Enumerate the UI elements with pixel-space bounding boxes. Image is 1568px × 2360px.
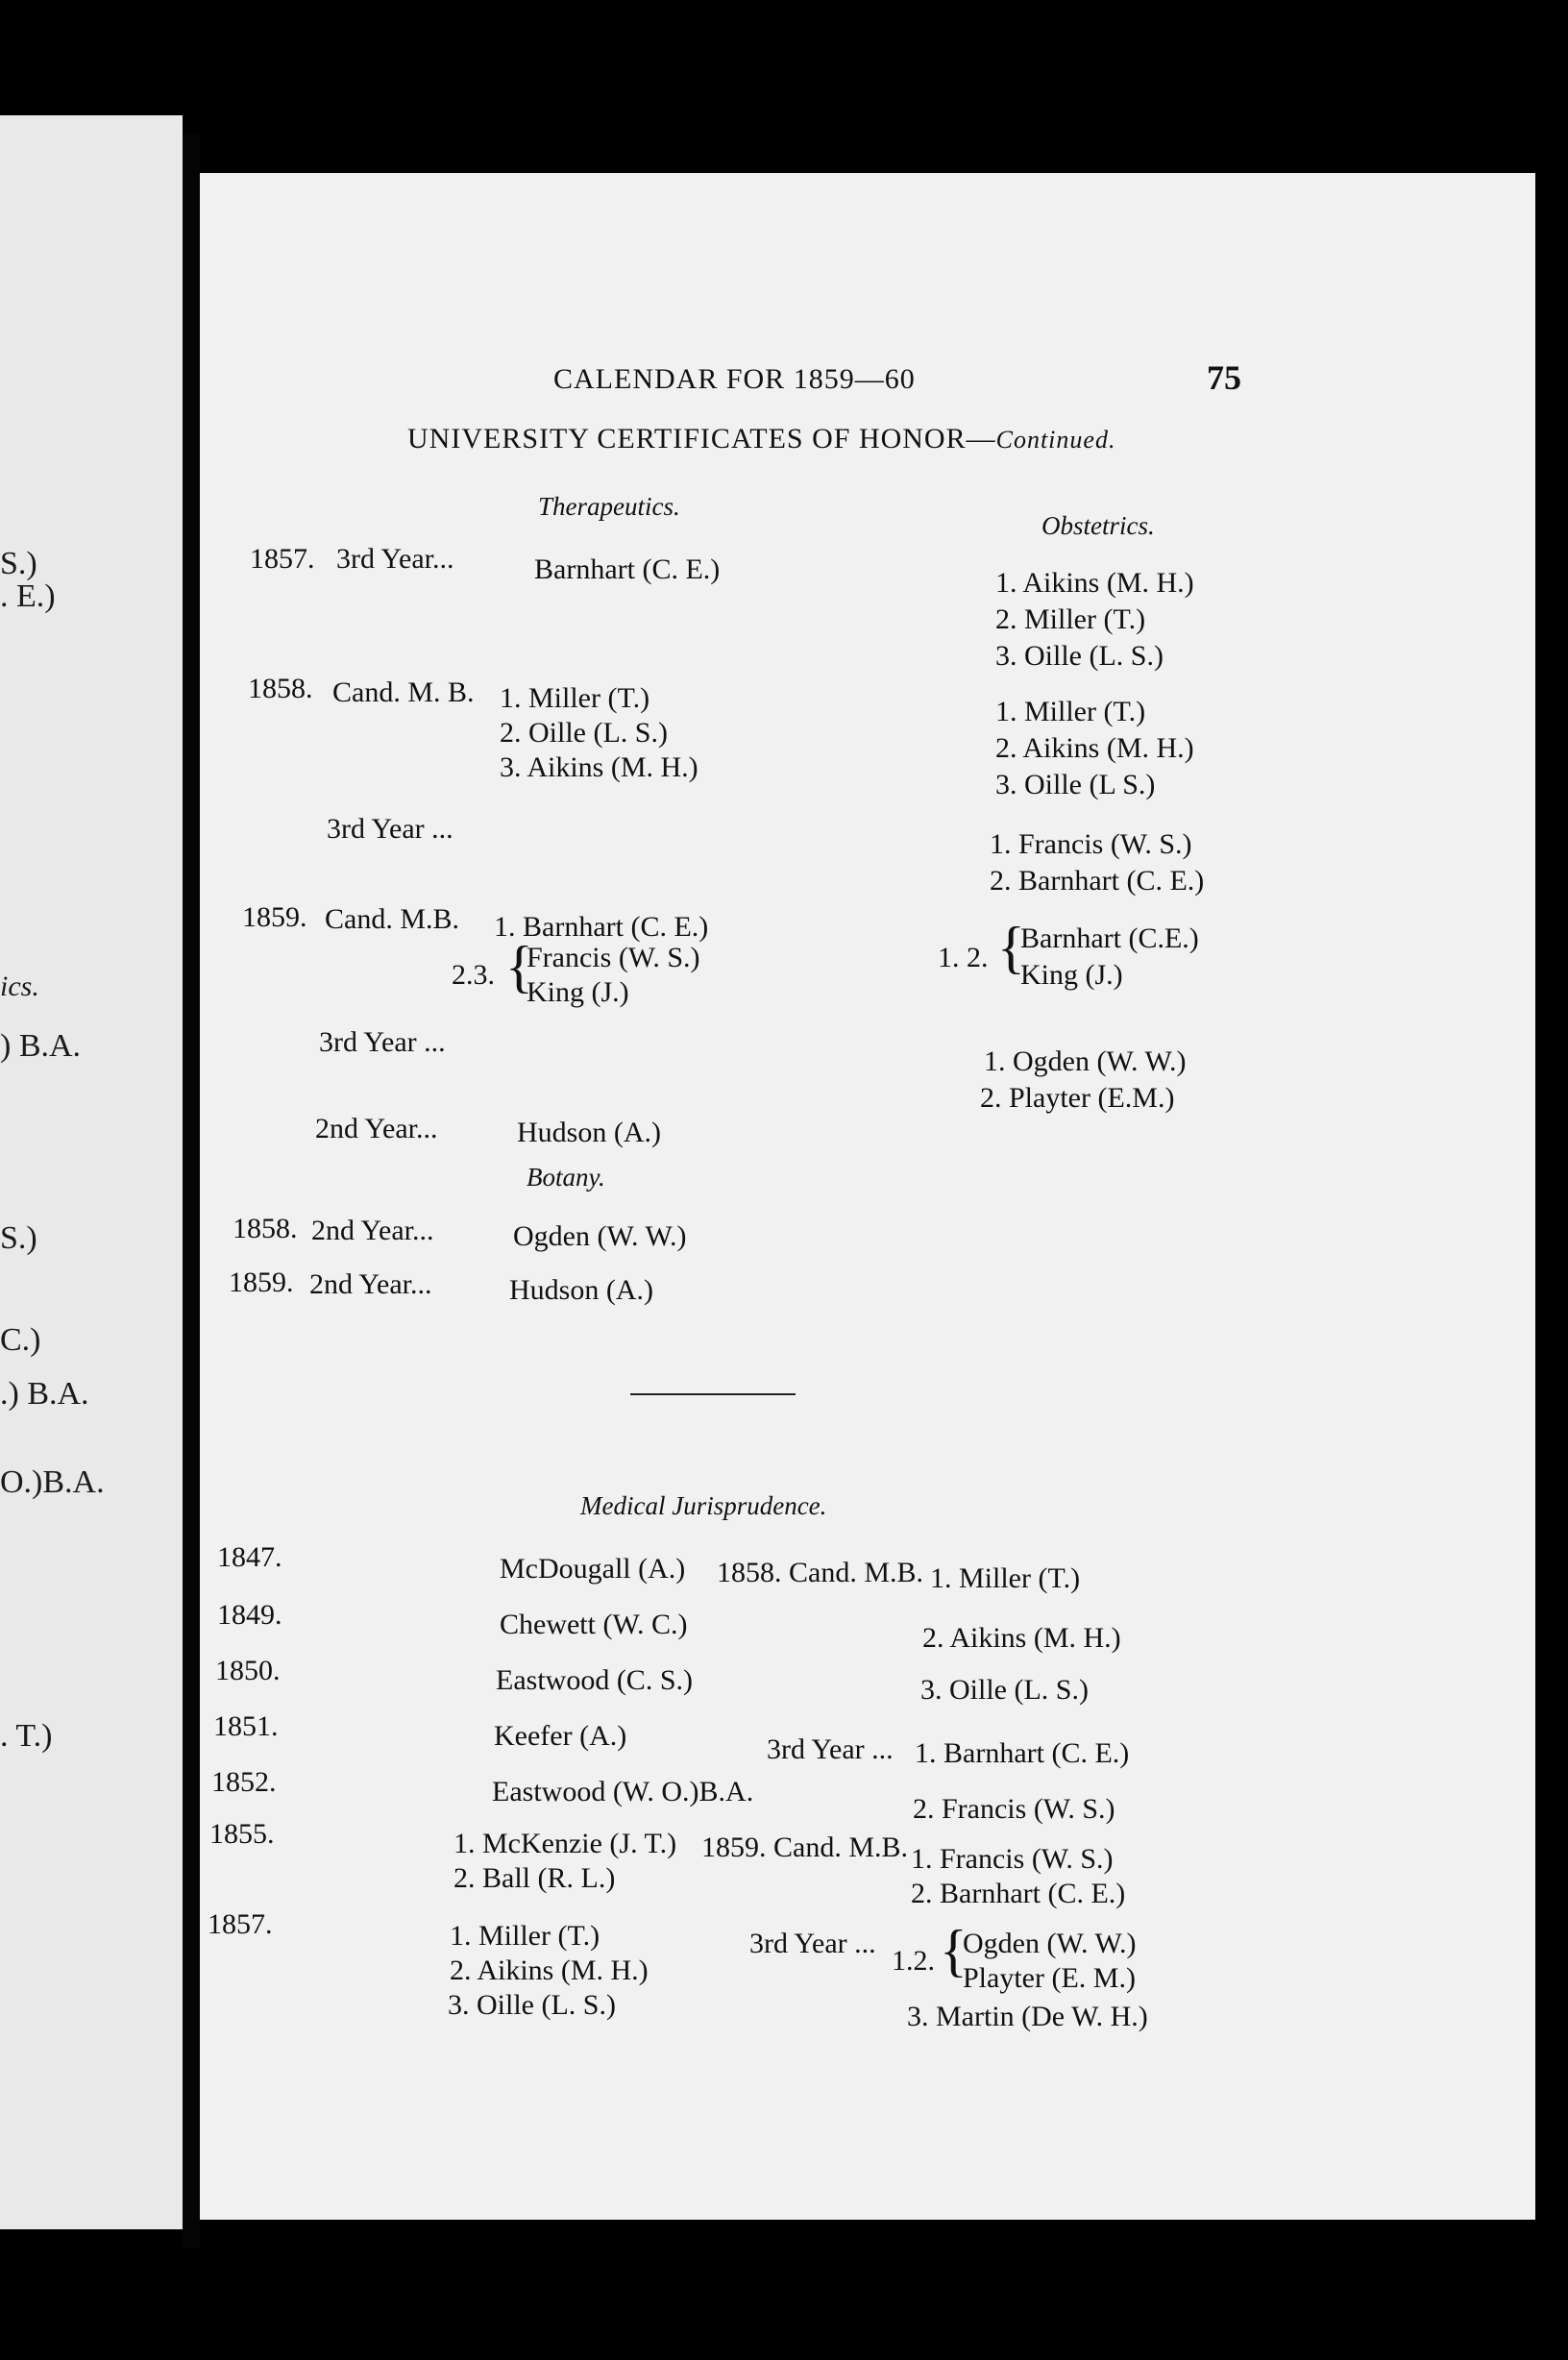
- therapeutics-class: 3rd Year ...: [319, 1026, 446, 1058]
- botany-heading: Botany.: [527, 1163, 605, 1192]
- therapeutics-year: 1858.: [248, 673, 313, 704]
- jurisprudence-entry: 1. McKenzie (J. T.): [453, 1828, 677, 1859]
- therapeutics-class: Cand. M. B.: [332, 676, 475, 708]
- therapeutics-entry: 2. Oille (L. S.): [500, 717, 668, 749]
- jurisprudence-heading: Medical Jurisprudence.: [580, 1491, 827, 1520]
- document-page: [200, 173, 1535, 2220]
- botany-class: 2nd Year...: [309, 1268, 432, 1300]
- therapeutics-entry: 1. Miller (T.): [500, 682, 650, 714]
- jurisprudence-year: 1849.: [217, 1599, 282, 1631]
- obstetrics-entry: 2. Barnhart (C. E.): [990, 865, 1205, 897]
- therapeutics-class: 3rd Year ...: [327, 813, 453, 845]
- botany-class: 2nd Year...: [311, 1215, 434, 1246]
- tie-label: 2.3.: [452, 959, 495, 991]
- jurisprudence-name: McDougall (A.): [500, 1553, 686, 1585]
- jurisprudence-entry: 1. Barnhart (C. E.): [915, 1737, 1130, 1769]
- therapeutics-winner: Hudson (A.): [517, 1117, 661, 1148]
- botany-winner: Hudson (A.): [509, 1274, 653, 1306]
- botany-year: 1859.: [229, 1266, 294, 1298]
- jurisprudence-entry: 3. Martin (De W. H.): [907, 2001, 1148, 2032]
- jurisprudence-name: Keefer (A.): [494, 1720, 627, 1752]
- jurisprudence-entry: 2. Aikins (M. H.): [450, 1954, 649, 1986]
- obstetrics-heading: Obstetrics.: [1041, 511, 1155, 540]
- left-fragment: . T.): [0, 1718, 53, 1754]
- therapeutics-entry: 3. Aikins (M. H.): [500, 751, 698, 783]
- left-page-edge: [0, 115, 183, 2229]
- brace-icon: {: [940, 1919, 968, 1982]
- jurisprudence-label: 1858. Cand. M.B.: [717, 1557, 924, 1588]
- therapeutics-class: Cand. M.B.: [325, 903, 460, 935]
- left-fragment: . E.): [0, 578, 56, 614]
- section-title-text: UNIVERSITY CERTIFICATES OF HONOR—: [407, 423, 996, 455]
- obstetrics-entry: 2. Playter (E.M.): [980, 1082, 1175, 1114]
- obstetrics-entry: 3. Oille (L S.): [995, 769, 1156, 800]
- obstetrics-entry: 2. Miller (T.): [995, 603, 1146, 635]
- tie-label: 1. 2.: [938, 942, 989, 973]
- section-title-suffix: Continued.: [995, 426, 1116, 454]
- jurisprudence-entry: 1. Miller (T.): [930, 1562, 1081, 1594]
- obstetrics-entry: 1. Aikins (M. H.): [995, 567, 1194, 599]
- jurisprudence-label: 3rd Year ...: [749, 1928, 876, 1959]
- section-title: [407, 423, 1115, 456]
- jurisprudence-label: 3rd Year ...: [767, 1733, 894, 1765]
- left-fragment: ) B.A.: [0, 1028, 82, 1064]
- jurisprudence-year: 1857.: [208, 1908, 273, 1940]
- tie-label: 1.2.: [892, 1945, 935, 1977]
- botany-year: 1858.: [233, 1213, 298, 1244]
- obstetrics-entry: 1. Francis (W. S.): [990, 828, 1192, 860]
- therapeutics-class: 3rd Year...: [336, 543, 454, 575]
- therapeutics-heading: Therapeutics.: [538, 492, 680, 521]
- left-fragment: .) B.A.: [0, 1376, 89, 1412]
- jurisprudence-year: 1851.: [213, 1710, 279, 1742]
- left-fragment: S.): [0, 1220, 37, 1256]
- obstetrics-entry: 2. Aikins (M. H.): [995, 732, 1194, 764]
- therapeutics-year: 1859.: [242, 901, 307, 933]
- page-number: 75: [1207, 358, 1241, 397]
- jurisprudence-entry: 1. Miller (T.): [450, 1920, 600, 1952]
- brace-icon: {: [505, 935, 533, 998]
- left-fragment: ics.: [0, 971, 39, 1002]
- jurisprudence-entry: Ogden (W. W.): [963, 1928, 1137, 1959]
- therapeutics-year: 1857.: [250, 543, 315, 575]
- obstetrics-entry: King (J.): [1020, 959, 1123, 991]
- obstetrics-entry: 1. Ogden (W. W.): [984, 1045, 1187, 1077]
- running-title: CALENDAR FOR 1859—60: [553, 363, 916, 395]
- jurisprudence-entry: 2. Barnhart (C. E.): [911, 1878, 1126, 1909]
- therapeutics-entry: Francis (W. S.): [527, 942, 700, 973]
- jurisprudence-name: Chewett (W. C.): [500, 1609, 688, 1640]
- jurisprudence-entry: 3. Oille (L. S.): [448, 1989, 616, 2021]
- jurisprudence-entry: 3. Oille (L. S.): [920, 1674, 1089, 1706]
- jurisprudence-year: 1850.: [215, 1655, 281, 1686]
- therapeutics-winner: Barnhart (C. E.): [534, 553, 721, 585]
- jurisprudence-entry: Playter (E. M.): [963, 1962, 1136, 1994]
- left-fragment: C.): [0, 1322, 41, 1358]
- jurisprudence-entry: 2. Francis (W. S.): [913, 1793, 1115, 1825]
- obstetrics-entry: 3. Oille (L. S.): [995, 640, 1164, 672]
- jurisprudence-entry: 2. Aikins (M. H.): [922, 1622, 1121, 1654]
- jurisprudence-entry: 2. Ball (R. L.): [453, 1862, 616, 1894]
- page-gutter: [183, 135, 200, 2249]
- obstetrics-entry: 1. Miller (T.): [995, 696, 1146, 727]
- jurisprudence-name: Eastwood (W. O.)B.A.: [492, 1776, 754, 1807]
- therapeutics-entry: King (J.): [527, 976, 629, 1008]
- jurisprudence-year: 1847.: [217, 1541, 282, 1573]
- therapeutics-entry: 1. Barnhart (C. E.): [494, 911, 709, 943]
- section-divider: [630, 1393, 796, 1395]
- jurisprudence-name: Eastwood (C. S.): [496, 1664, 693, 1696]
- botany-winner: Ogden (W. W.): [513, 1220, 687, 1252]
- jurisprudence-label: 1859. Cand. M.B.: [701, 1831, 909, 1863]
- brace-icon: {: [997, 916, 1025, 979]
- left-fragment: O.)B.A.: [0, 1464, 105, 1500]
- therapeutics-class: 2nd Year...: [315, 1113, 438, 1144]
- jurisprudence-year: 1852.: [211, 1766, 277, 1798]
- obstetrics-entry: Barnhart (C.E.): [1020, 922, 1199, 954]
- jurisprudence-entry: 1. Francis (W. S.): [911, 1843, 1114, 1875]
- left-fragment: S.): [0, 546, 37, 581]
- jurisprudence-year: 1855.: [209, 1818, 275, 1850]
